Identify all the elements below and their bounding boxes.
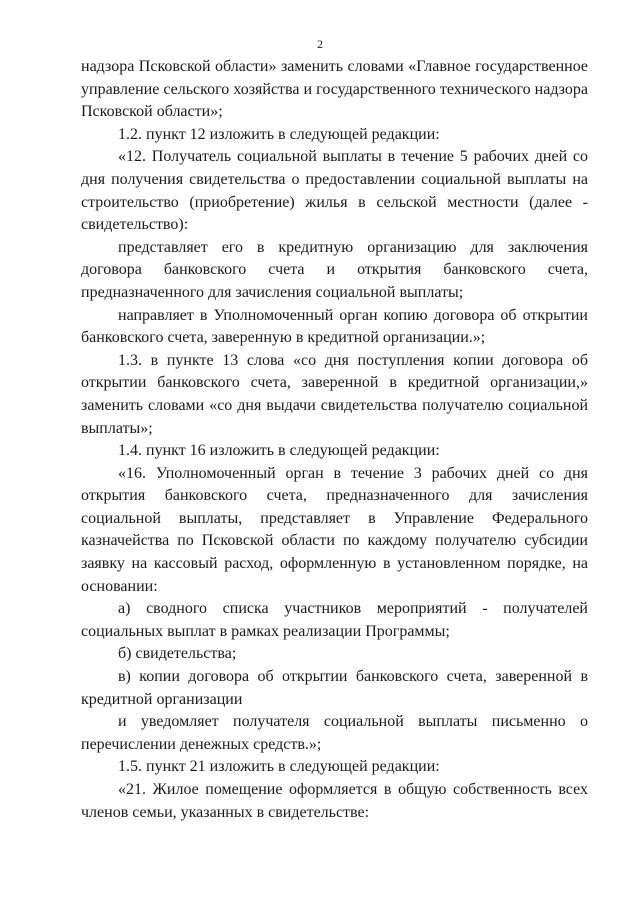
list-item: б) свидетельства; [118, 645, 237, 663]
paragraph: 1.3. в пункте 13 слова «со дня поступления копии договора об открытии банковского счета, заверенной в кредитной организации,» заменить словами «со дня выдачи свидетельства получателю социальной выплаты»; [81, 351, 588, 437]
paragraph: 1.4. пункт 16 изложить в следующей редакции: [118, 442, 440, 460]
list-item: в) копии договора об открытии банковского счета, заверенной в кредитной организации [81, 668, 588, 708]
paragraph: «16. Уполномоченный орган в течение 3 рабочих дней со дня открытия банковского счета, предназначенного для зачисления социальной выплаты, представляет в Управление Федерального казначейства по Псковской области по каждому получателю субсидии заявку на кассовый расход, оформленную в установленном порядке, на основании: [81, 464, 588, 595]
page-number: 2 [317, 37, 323, 51]
paragraph: надзора Псковской области» заменить словами «Главное государственное управление сельского хозяйства и государственного технического надзора Псковской области»; [81, 58, 588, 121]
paragraph: и уведомляет получателя социальной выплаты письменно о перечислении денежных средств.»; [81, 713, 588, 753]
paragraph: «21. Жилое помещение оформляется в общую собственность всех членов семьи, указанных в свидетельстве: [81, 781, 588, 821]
paragraph: направляет в Уполномоченный орган копию договора об открытии банковского счета, заверенную в кредитной организации.»; [81, 306, 588, 347]
paragraph: 1.5. пункт 21 изложить в следующей редакции: [118, 758, 440, 776]
list-item: а) сводного списка участников мероприятий - получателей социальных выплат в рамках реализации Программы; [81, 600, 588, 640]
paragraph: «12. Получатель социальной выплаты в течение 5 рабочих дней со дня получения свидетельства о предоставлении социальной выплаты на строительство (приобретение) жилья в сельской местности (далее - свидетельство): [81, 148, 588, 234]
paragraph: 1.2. пункт 12 изложить в следующей редакции: [118, 125, 440, 143]
document-body [81, 56, 588, 824]
paragraph: представляет его в кредитную организацию для заключения договора банковского счета и открытия банковского счета, предназначенного для зачисления социальной выплаты; [81, 238, 588, 301]
